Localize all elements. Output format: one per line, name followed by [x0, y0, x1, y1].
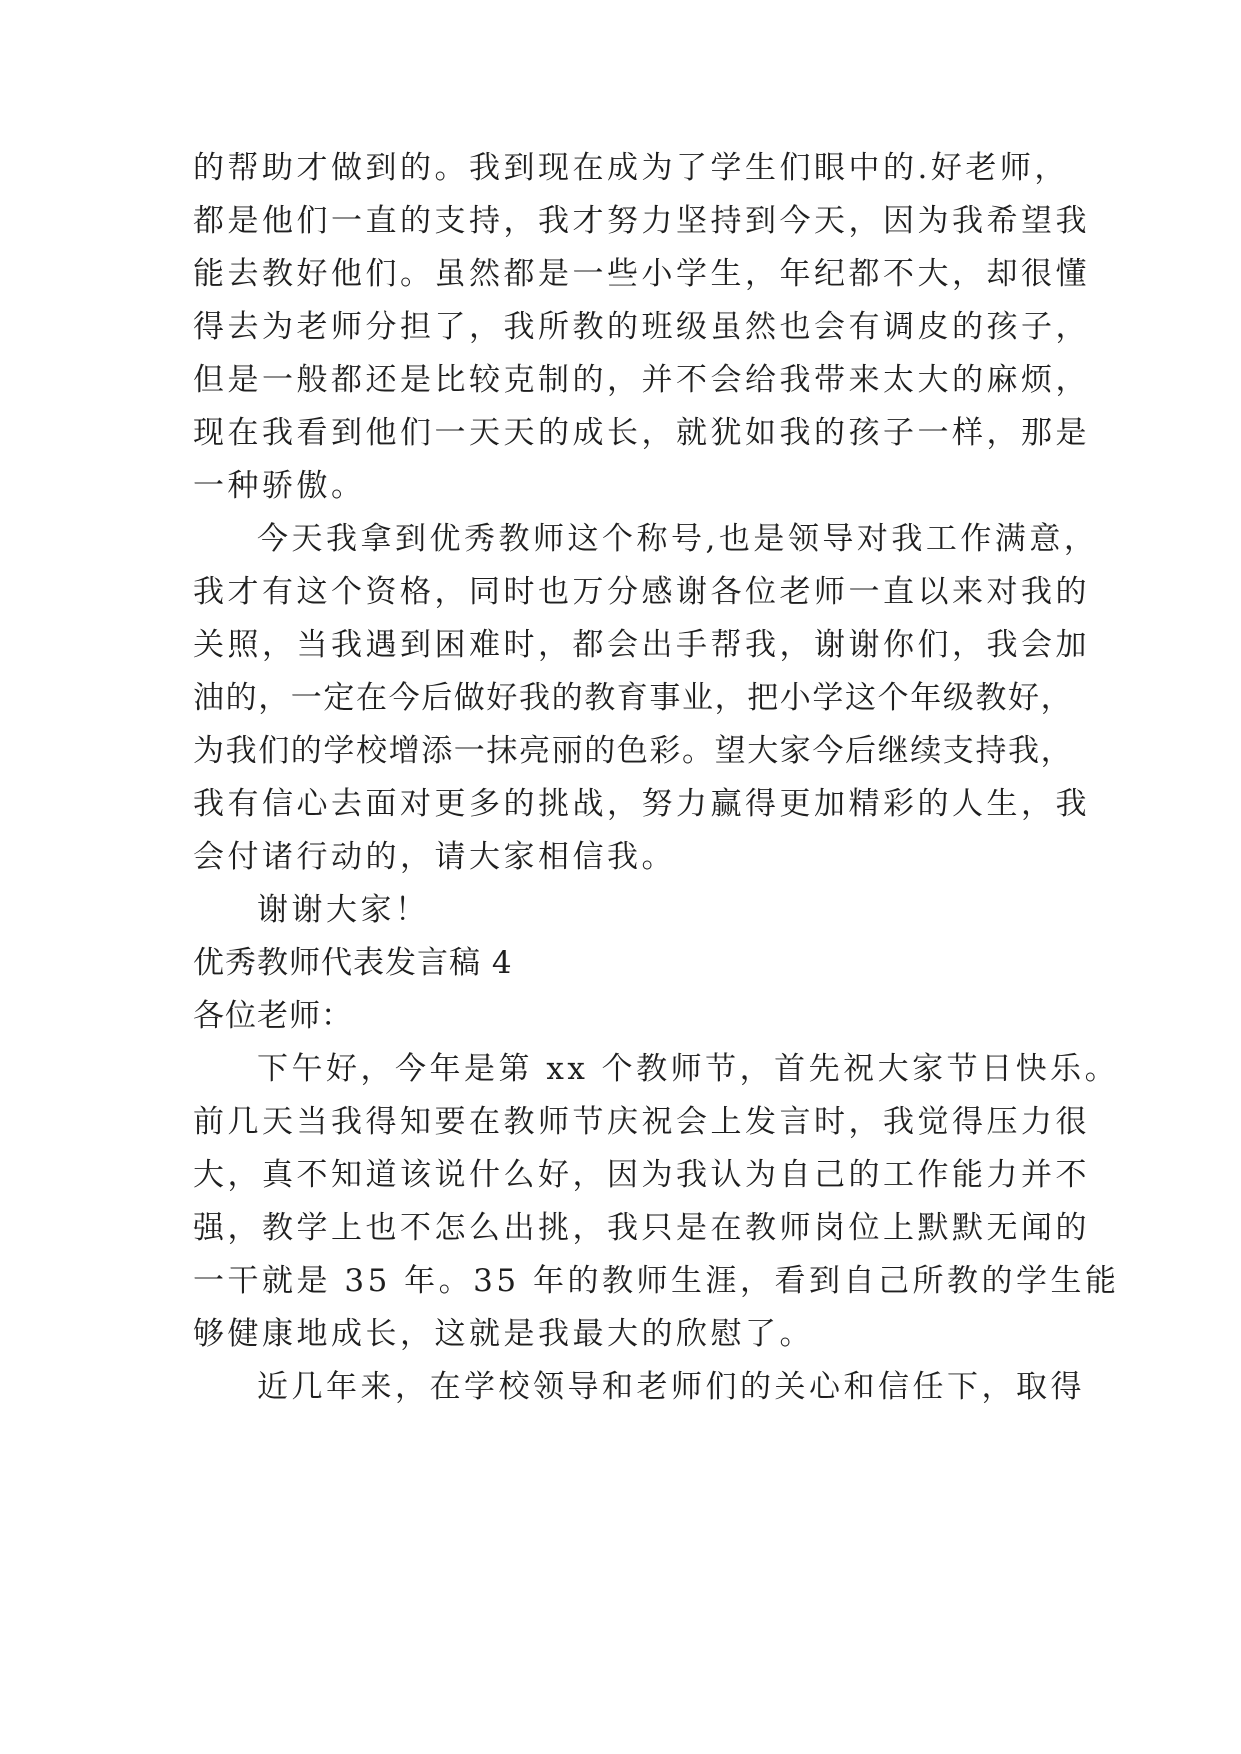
- paragraph-line: 现在我看到他们一天天的成长，就犹如我的孩子一样，那是: [193, 415, 1090, 451]
- paragraph-line: 得去为老师分担了，我所教的班级虽然也会有调皮的孩子，: [193, 309, 1090, 345]
- paragraph-line: 够健康地成长，这就是我最大的欣慰了。: [193, 1316, 814, 1352]
- paragraph-line: 近几年来，在学校领导和老师们的关心和信任下，取得: [257, 1369, 1085, 1405]
- paragraph-line: 油的，一定在今后做好我的教育事业，把小学这个年级教好，: [193, 680, 1074, 716]
- paragraph-line: 都是他们一直的支持，我才努力坚持到今天，因为我希望我: [193, 203, 1090, 239]
- salutation: 各位老师：: [193, 998, 353, 1034]
- paragraph-line: 一种骄傲。: [193, 468, 366, 504]
- paragraph-line: 但是一般都还是比较克制的，并不会给我带来太大的麻烦，: [193, 362, 1090, 398]
- paragraph-line: 大，真不知道该说什么好，因为我认为自己的工作能力并不: [193, 1157, 1090, 1193]
- paragraph-line: 会付诸行动的，请大家相信我。: [193, 839, 676, 875]
- paragraph-line: 我才有这个资格，同时也万分感谢各位老师一直以来对我的: [193, 574, 1090, 610]
- paragraph-line: 强，教学上也不怎么出挑，我只是在教师岗位上默默无闻的: [193, 1210, 1090, 1246]
- paragraph-line: 为我们的学校增添一抹亮丽的色彩。望大家今后继续支持我，: [193, 733, 1074, 769]
- paragraph-line: 一干就是 35 年。35 年的教师生涯，看到自己所教的学生能: [193, 1263, 1120, 1299]
- paragraph-line: 关照，当我遇到困难时，都会出手帮我，谢谢你们，我会加: [193, 627, 1090, 663]
- paragraph-line: 下午好，今年是第 xx 个教师节，首先祝大家节日快乐。: [257, 1051, 1120, 1087]
- paragraph-line: 能去教好他们。虽然都是一些小学生，年纪都不大，却很懂: [193, 256, 1090, 292]
- closing-line: 谢谢大家！: [257, 892, 430, 928]
- paragraph-line: 的帮助才做到的。我到现在成为了学生们眼中的.好老师，: [193, 150, 1069, 186]
- section-heading: 优秀教师代表发言稿 4: [193, 945, 513, 981]
- paragraph-line: 我有信心去面对更多的挑战，努力赢得更加精彩的人生，我: [193, 786, 1090, 822]
- paragraph-line: 今天我拿到优秀教师这个称号,也是领导对我工作满意，: [257, 521, 1099, 557]
- paragraph-line: 前几天当我得知要在教师节庆祝会上发言时，我觉得压力很: [193, 1104, 1090, 1140]
